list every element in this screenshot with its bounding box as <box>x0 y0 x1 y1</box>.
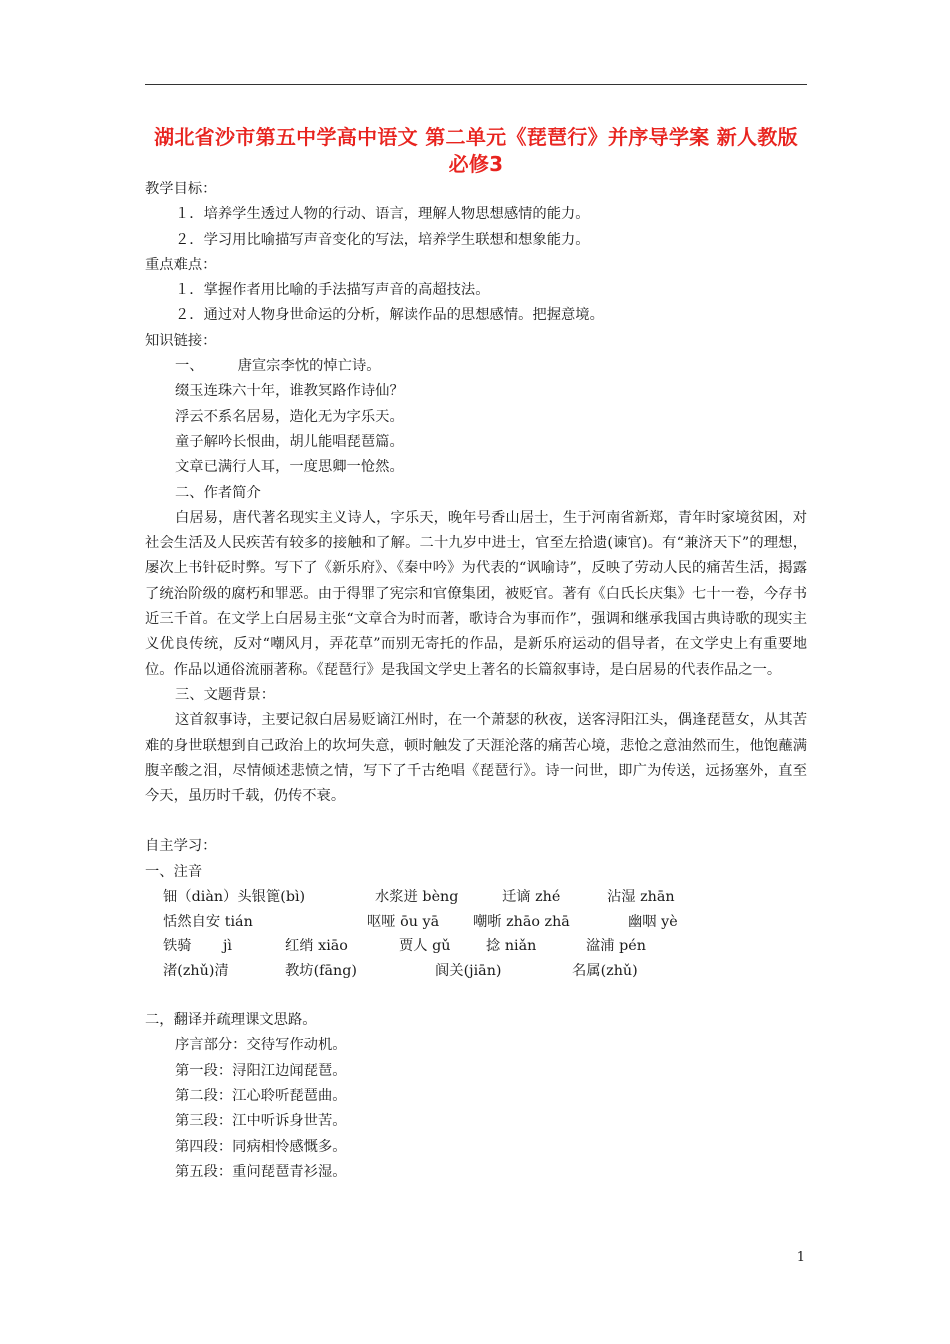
outline-item: 序言部分：交待写作动机。 <box>175 1037 347 1054</box>
pinyin-item: 渚(zhǔ)清 <box>163 962 229 979</box>
poem-heading <box>145 354 807 379</box>
pinyin-item: 教坊(fāng) <box>285 962 357 979</box>
pinyin-row <box>145 934 807 959</box>
pinyin-item: 恬然自安 tián <box>163 913 253 930</box>
difficulties-heading: 重点难点： <box>145 256 217 273</box>
pinyin-item: 迁谪 zhé <box>502 889 561 906</box>
pinyin-item: 贾人 gǔ <box>399 938 451 955</box>
pinyin-item: jì <box>223 938 233 955</box>
links-heading: 知识链接： <box>145 332 217 349</box>
pinyin-row <box>145 910 807 935</box>
pinyin-item: 捻 niǎn <box>486 938 537 955</box>
outline-item: 第四段：同病相怜感慨多。 <box>175 1138 347 1155</box>
pinyin-item: 名属(zhǔ) <box>572 962 638 979</box>
document-title: 湖北省沙市第五中学高中语文 第二单元《琵琶行》并序导学案 新人教版必修3 <box>154 125 798 176</box>
pinyin-item: 水浆迸 bèng <box>375 889 459 906</box>
outline-item: 第三段：江中听诉身世苦。 <box>175 1113 347 1130</box>
pinyin-item: 湓浦 pén <box>586 938 646 955</box>
pinyin-item: 嘲哳 zhāo zhā <box>473 913 570 930</box>
poem-line: 文章已满行人耳，一度思卿一怆然。 <box>175 459 404 476</box>
difficulty-item: １．掌握作者用比喻的手法描写声音的高超技法。 <box>175 282 490 299</box>
page-number: 1 <box>796 1250 805 1265</box>
objective-item: ２．学习用比喻描写声音变化的写法，培养学生联想和想象能力。 <box>175 231 590 248</box>
outline-item: 第二段：江心聆听琵琶曲。 <box>175 1087 347 1104</box>
translate-heading: 二，翻译并疏理课文思路。 <box>145 1012 317 1029</box>
pinyin-item: 呕哑 ōu yā <box>367 913 440 930</box>
pinyin-item: 阆关(jiān) <box>435 962 502 979</box>
outline-item: 第一段：浔阳江边闻琵琶。 <box>175 1062 347 1079</box>
poem-heading-text: 唐宣宗李忱的悼亡诗。 <box>237 358 381 375</box>
self-study-heading: 自主学习： <box>145 838 217 855</box>
author-paragraph: 白居易，唐代著名现实主义诗人，字乐天，晚年号香山居士，生于河南省新郑，青年时家境贫困，对社会生活及人民疾苦有较多的接触和了解。二十九岁中进士，官至左拾遗(谏官)。有“兼济天下”的理想，屡次上书针砭时弊。写下了《新乐府》、《秦中吟》为代表的“讽喻诗”，反映了劳动人民的痛苦生活，揭露了统治阶级的腐朽和罪恶。由于得罪了宪宗和官僚集团，被贬官。著有《白氏长庆集》七十一卷，今存书近三千首。在文学上白居易主张“文章合为时而著，歌诗合为事而作”，强调和继承我国古典诗歌的现实主义优良传统，反对“嘲风月，弄花草”而别无寄托的作品，是新乐府运动的倡导者，在文学史上有重要地位。作品以通俗流丽著称。《琵琶行》是我国文学史上著名的长篇叙事诗，是白居易的代表作品之一。 <box>145 509 807 678</box>
poem-line: 童子解吟长恨曲，胡儿能唱琵琶篇。 <box>175 433 404 450</box>
document-body <box>145 177 807 1185</box>
difficulty-item: ２．通过对人物身世命运的分析，解读作品的思想感情。把握意境。 <box>175 307 604 324</box>
pinyin-heading: 一、注音 <box>145 863 203 880</box>
pinyin-row <box>145 959 807 984</box>
objectives-heading: 教学目标： <box>145 181 217 197</box>
poem-line: 缀玉连珠六十年，谁教冥路作诗仙？ <box>175 383 404 400</box>
header-rule <box>145 84 807 85</box>
pinyin-item: 沾湿 zhān <box>607 889 675 906</box>
background-paragraph: 这首叙事诗，主要记叙白居易贬谪江州时，在一个萧瑟的秋夜，送客浔阳江头，偶逢琵琶女，从其苦难的身世联想到自己政治上的坎坷失意，顿时触发了天涯沦落的痛苦心境，悲怆之意油然而生，他饱蘸满腹辛酸之泪，尽情倾述悲愤之情，写下了千古绝唱《琵琶行》。诗一问世，即广为传送，远扬塞外，直至今天，虽历时千载，仍传不衰。 <box>145 712 807 805</box>
poem-line: 浮云不系名居易，造化无为字乐天。 <box>175 408 404 425</box>
pinyin-row <box>145 885 807 910</box>
outline-item: 第五段：重问琵琶青衫湿。 <box>175 1163 347 1180</box>
poem-heading-number: 一、 <box>175 358 204 375</box>
pinyin-item: 铁骑 <box>163 938 192 955</box>
background-heading: 三、文题背景： <box>175 686 276 703</box>
pinyin-item: 幽咽 yè <box>628 913 678 930</box>
objective-item: １．培养学生透过人物的行动、语言，理解人物思想感情的能力。 <box>175 206 590 223</box>
author-heading: 二、作者简介 <box>175 484 261 501</box>
pinyin-item: 红绡 xiāo <box>285 938 348 955</box>
pinyin-item: 钿（diàn）头银篦(bì) <box>163 889 306 906</box>
